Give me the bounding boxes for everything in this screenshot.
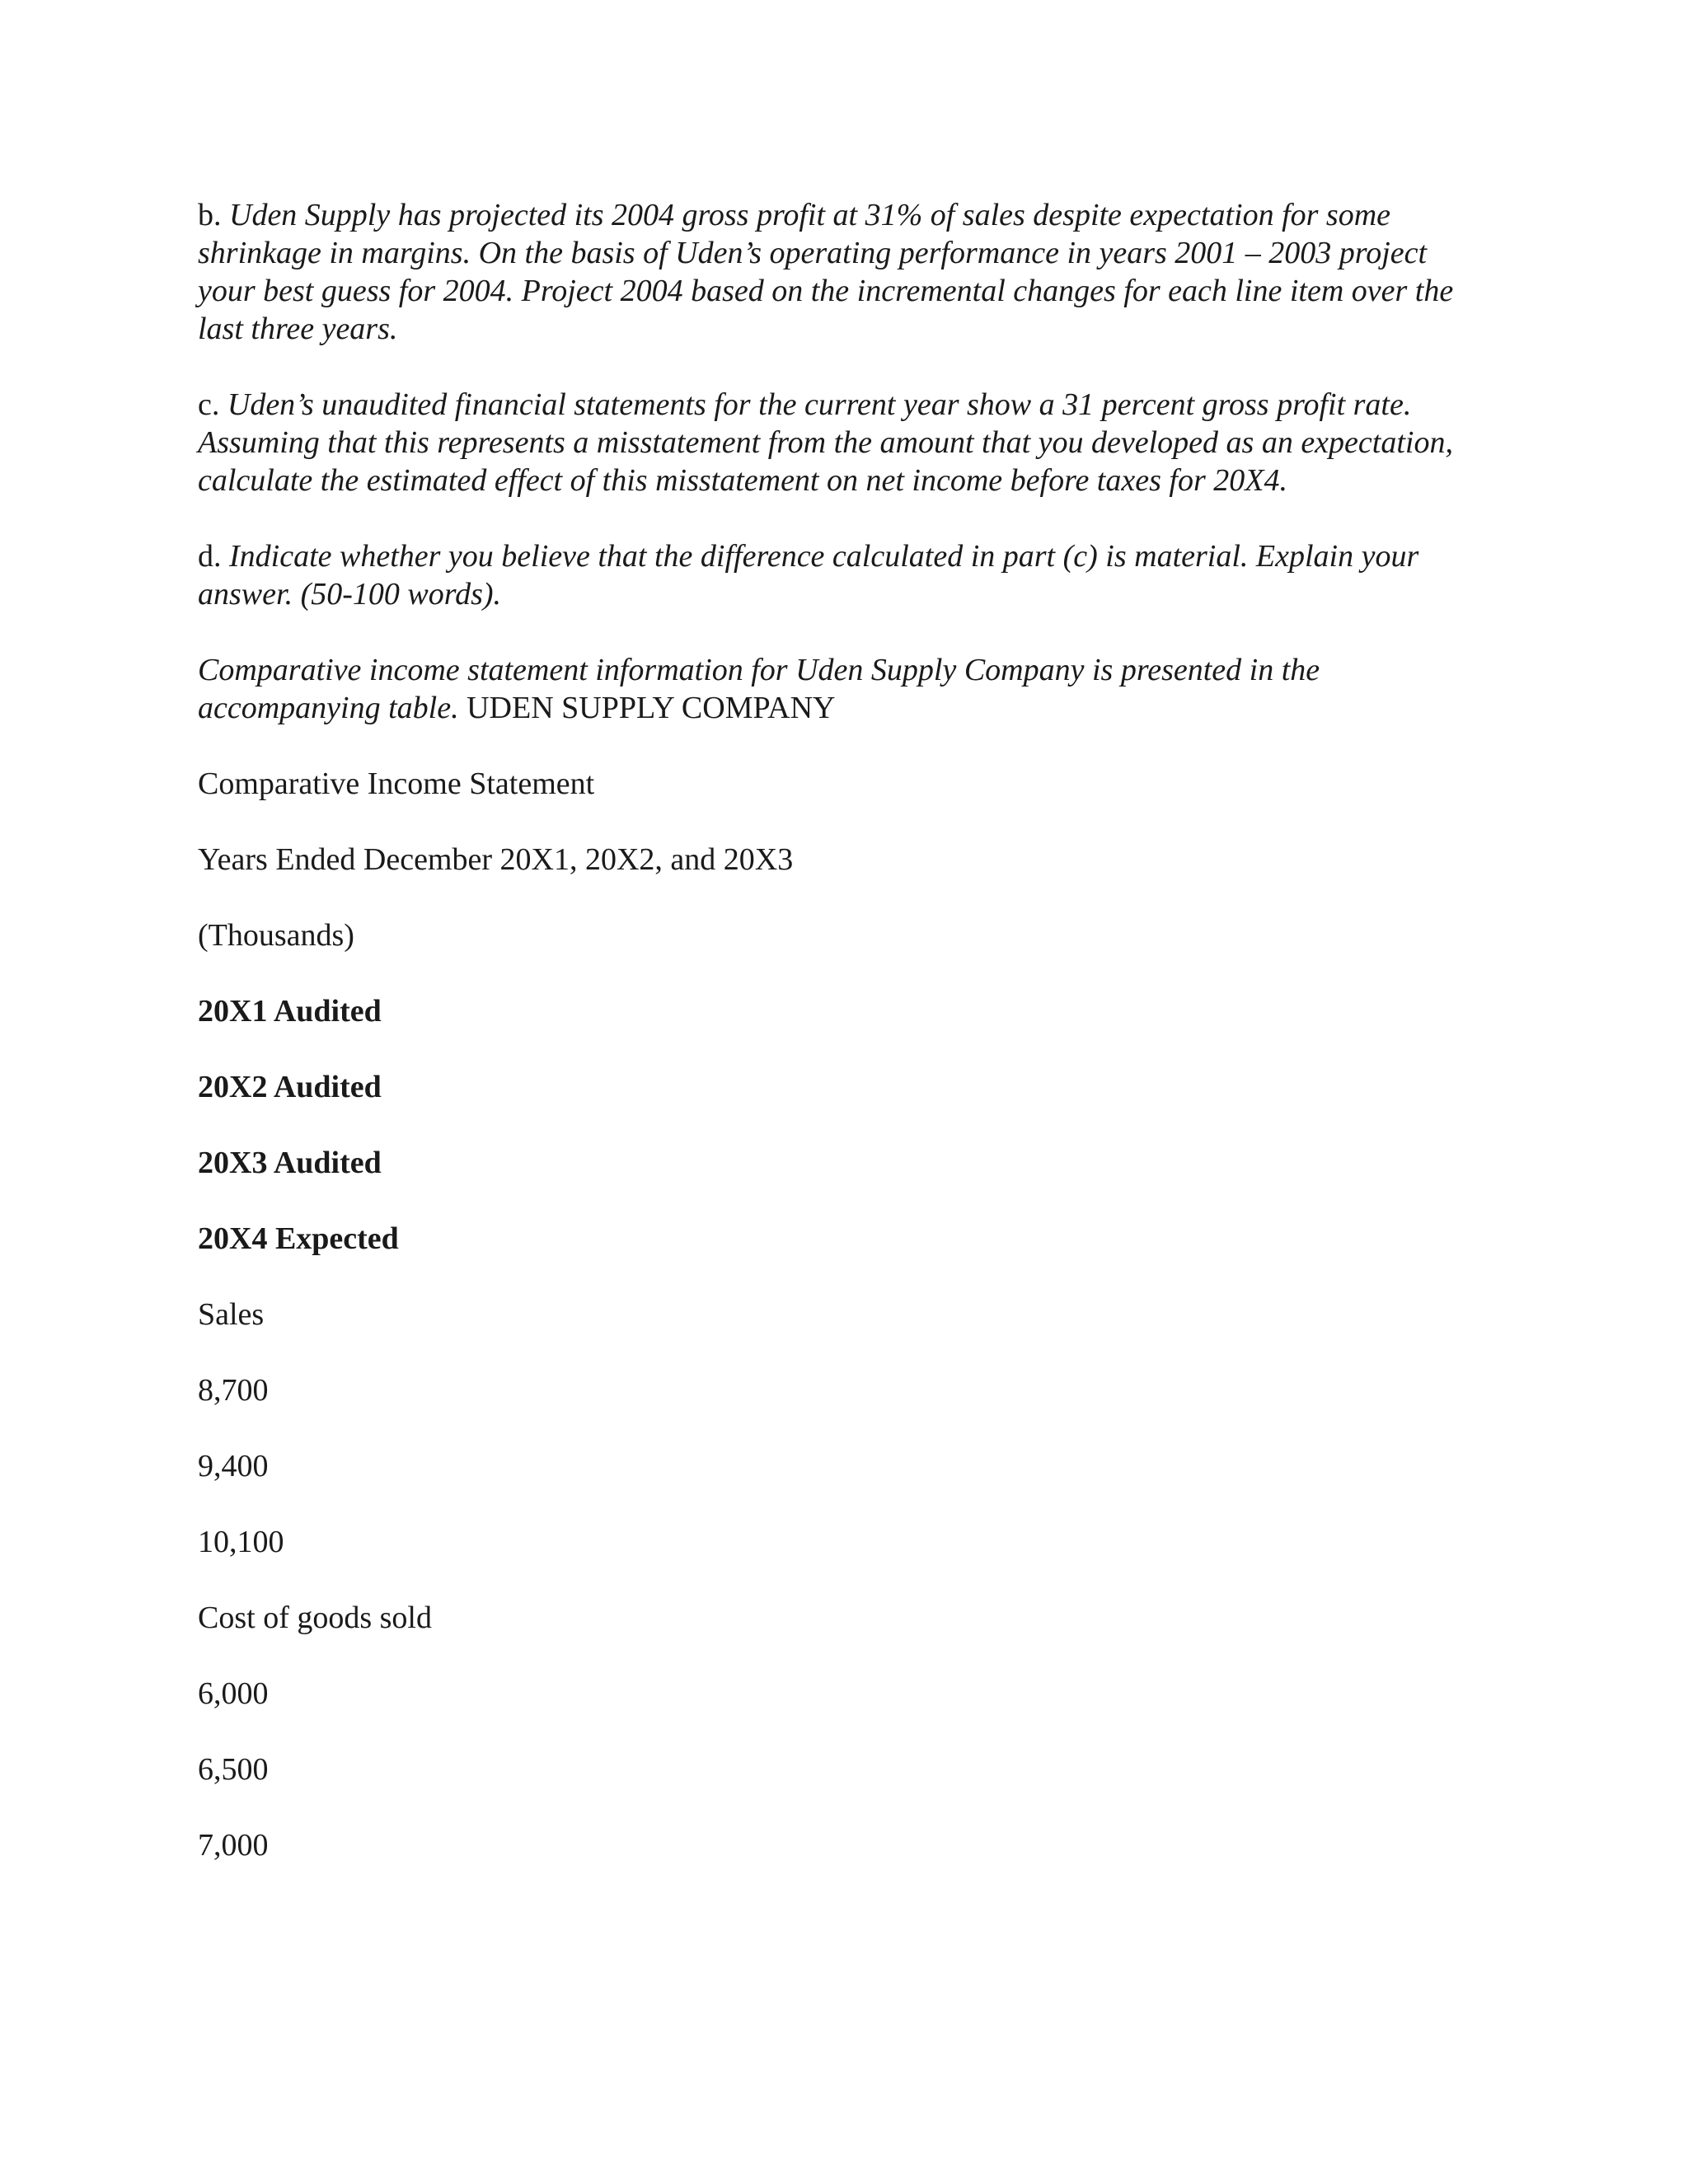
question-d (198, 537, 1484, 613)
sales-value: 9,400 (198, 1449, 269, 1483)
company-name: UDEN SUPPLY COMPANY (467, 691, 836, 725)
sales-value: 8,700 (198, 1373, 269, 1408)
row-label-sales: Sales (198, 1297, 265, 1332)
statement-period: Years Ended December 20X1, 20X2, and 20X3 (198, 842, 794, 877)
intro-text: Comparative income statement information for Uden Supply Company is presented in the accompanying table. (198, 653, 1320, 725)
sales-value: 10,100 (198, 1525, 284, 1559)
column-header: 20X4 Expected (198, 1221, 399, 1256)
question-d-letter: d. (198, 539, 222, 574)
question-b-letter: b. (198, 198, 222, 232)
question-b (198, 196, 1484, 348)
question-c-text: Uden’s unaudited financial statements for the current year show a 31 percent gross profit rate. Assuming that this represents a misstatement from the amount that you developed as an expectation, calculate the estimated effect of this misstatement on net income before taxes for 20X4. (198, 387, 1453, 498)
cogs-value: 6,000 (198, 1676, 269, 1711)
question-c (198, 386, 1484, 499)
question-b-text: Uden Supply has projected its 2004 gross profit at 31% of sales despite expectation for some shrinkage in margins. On the basis of Uden’s operating performance in years 2001 – 2003 project your best guess for 2004. Project 2004 based on the incremental changes for each line item over the last three years. (198, 198, 1454, 346)
row-label-cogs: Cost of goods sold (198, 1601, 432, 1635)
column-header: 20X1 Audited (198, 994, 382, 1029)
column-header: 20X2 Audited (198, 1070, 382, 1104)
statement-units: (Thousands) (198, 918, 354, 953)
document-page (198, 196, 1484, 1902)
question-d-text: Indicate whether you believe that the difference calculated in part (c) is material. Explain your answer. (50-100 words). (198, 539, 1419, 612)
cogs-value: 6,500 (198, 1752, 269, 1787)
cogs-value: 7,000 (198, 1828, 269, 1863)
intro-paragraph (198, 651, 1484, 727)
column-header: 20X3 Audited (198, 1146, 382, 1180)
statement-title: Comparative Income Statement (198, 766, 595, 801)
question-c-letter: c. (198, 387, 220, 422)
